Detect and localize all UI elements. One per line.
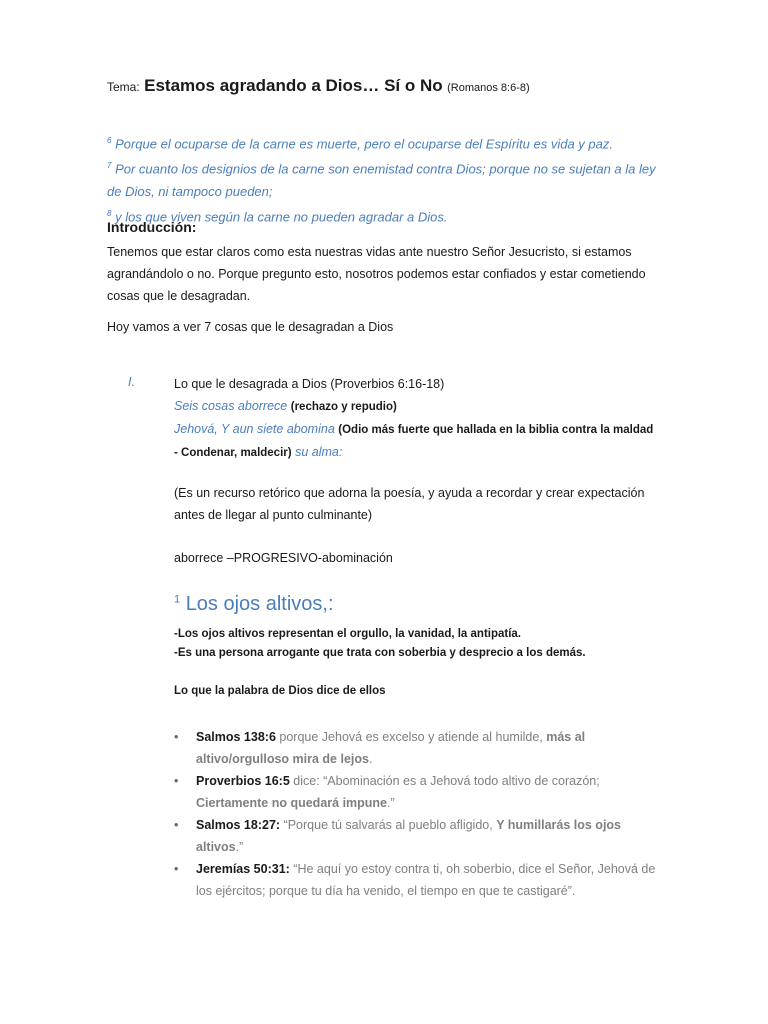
- point-1-description: [174, 625, 586, 663]
- intro-heading: Introducción:: [107, 219, 197, 235]
- bullet-icon: •: [174, 774, 179, 788]
- scripture-text: porque Jehová es excelso y atiende al humilde,: [275, 730, 547, 744]
- verse-text: Porque el ocuparse de la carne es muerte, pero el ocuparse del Espíritu es vida y paz.: [115, 136, 613, 152]
- section-line-2: [174, 395, 654, 418]
- verse-number: 8: [107, 208, 112, 218]
- verse-6: [107, 130, 667, 155]
- bullet-icon: •: [174, 818, 179, 832]
- scripture-text: “He aquí yo estoy contra ti, oh soberbio, dice el Señor, Jehová de los ejércitos; porque tu día ha venido, el tiempo en que te castigaré”.: [196, 862, 656, 898]
- rhetoric-note: (Es un recurso retórico que adorna la poesía, y ayuda a recordar y crear expectación antes de llegar al punto culminante): [174, 486, 645, 522]
- word-of-god-heading: Lo que la palabra de Dios dice de ellos: [174, 685, 386, 697]
- sermon-reference: (Romanos 8:6-8): [447, 82, 530, 94]
- section-i-block: [174, 373, 654, 464]
- intro-paragraph: Tenemos que estar claros como esta nuestras vidas ante nuestro Señor Jesucristo, si estamos agrandándolo o no. Porque pregunto esto, nosotros podemos estar confiados y estar cometiendo cosas que le desagradan.: [107, 245, 646, 303]
- scripture-text: “Porque tú salvarás al pueblo afligido,: [280, 818, 497, 832]
- verse-7: [107, 155, 667, 202]
- list-item: [172, 770, 662, 814]
- verse-fragment: Seis cosas aborrece: [174, 399, 288, 413]
- verse-note: (rechazo y repudio): [290, 401, 397, 413]
- section-heading: Lo que le desagrada a Dios (Proverbios 6:16-18): [174, 377, 445, 391]
- verse-number: 6: [107, 136, 112, 145]
- verse-fragment: su alma:: [295, 445, 343, 459]
- romans-verses: [107, 130, 667, 228]
- point-1-heading: [174, 593, 334, 616]
- scripture-text: dice: “Abominación es a Jehová todo altivo de corazón;: [289, 774, 600, 788]
- bullet-icon: •: [174, 862, 179, 876]
- bullet-icon: •: [174, 730, 179, 744]
- scripture-reference: Jeremías 50:31:: [196, 862, 290, 876]
- scripture-list: [172, 726, 662, 902]
- scripture-reference: Salmos 138:6: [196, 730, 276, 744]
- verse-fragment: Jehová, Y aun siete abomina: [174, 422, 335, 436]
- description-line: -Es una persona arrogante que trata con soberbia y desprecio a los demás.: [174, 647, 586, 659]
- scripture-end: .: [368, 752, 373, 766]
- point-number: 1: [174, 593, 181, 606]
- scripture-end: .”: [235, 840, 244, 854]
- scripture-emphasis: más al altivo/orgulloso mira de lejos: [196, 730, 586, 766]
- scripture-reference: Proverbios 16:5: [196, 774, 290, 788]
- verse-number: 7: [107, 161, 112, 171]
- description-line: -Los ojos altivos representan el orgullo, la vanidad, la antipatía.: [174, 628, 521, 640]
- tema-label: Tema:: [107, 80, 140, 94]
- list-item: [172, 814, 662, 858]
- today-line: Hoy vamos a ver 7 cosas que le desagradan a Dios: [107, 320, 394, 334]
- scripture-reference: Salmos 18:27:: [196, 818, 281, 832]
- list-item: [172, 858, 662, 902]
- progression-line: aborrece –PROGRESIVO-abominación: [174, 551, 393, 565]
- verse-text: y los que viven según la carne no pueden agradar a Dios.: [115, 208, 448, 224]
- scripture-end: .”: [387, 796, 395, 810]
- point-title: Los ojos altivos,:: [185, 593, 334, 615]
- section-numeral: I.: [128, 375, 135, 389]
- sermon-title: Estamos agradando a Dios… Sí o No: [144, 76, 443, 95]
- list-item: [172, 726, 662, 770]
- verse-note: (Odio más fuerte que hallada en la biblia contra la maldad - Condenar, maldecir): [174, 424, 654, 459]
- scripture-emphasis: Y humillarás los ojos altivos: [196, 818, 621, 854]
- scripture-emphasis: Ciertamente no quedará impune: [196, 796, 388, 810]
- sermon-title-line: [107, 76, 530, 96]
- section-line-3: [174, 418, 654, 464]
- verse-text: Por cuanto los designios de la carne son enemistad contra Dios; porque no se sujetan a la ley de Dios, ni tampoco pueden;: [107, 161, 656, 199]
